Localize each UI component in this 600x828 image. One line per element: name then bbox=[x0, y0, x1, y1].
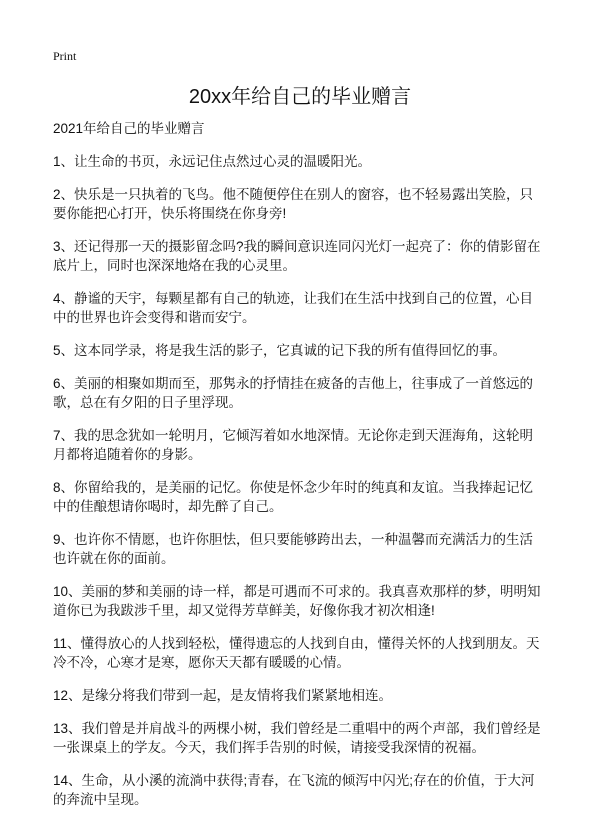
list-item-line: 歌，总在有夕阳的日子里浮现。 bbox=[53, 395, 242, 410]
list-item-line: 中的佳酿想请你喝时，却先醉了自己。 bbox=[53, 499, 283, 514]
list-item-line: 14、生命，从小溪的流淌中获得;青春，在飞流的倾泻中闪光;存在的价值，于大河 bbox=[53, 773, 535, 788]
list-item bbox=[53, 185, 553, 223]
list-item bbox=[53, 478, 553, 516]
list-item-line: 8、你留给我的，是美丽的记忆。你使是怀念少年时的纯真和友谊。当我捧起记忆 bbox=[53, 480, 534, 495]
print-link[interactable]: Print bbox=[53, 49, 77, 63]
list-item-line: 中的世界也许会变得和谐而安宁。 bbox=[53, 310, 256, 325]
list-item-line: 底片上，同时也深深地烙在我的心灵里。 bbox=[53, 258, 296, 273]
list-item-line: 11、懂得放心的人找到轻松，懂得遗忘的人找到自由，懂得关怀的人找到朋友。天 bbox=[53, 636, 540, 651]
list-item-line: 7、我的思念犹如一轮明月，它倾泻着如水地深情。无论你走到天涯海角，这轮明 bbox=[53, 428, 534, 443]
list-item-line: 4、静谧的天宇，每颗星都有自己的轨迹，让我们在生活中找到自己的位置，心目 bbox=[53, 291, 534, 306]
list-item bbox=[53, 341, 553, 360]
list-item-line: 的奔流中呈现。 bbox=[53, 792, 148, 807]
list-item-line: 一张课桌上的学友。今天，我们挥手告别的时候，请接受我深情的祝福。 bbox=[53, 740, 485, 755]
list-item bbox=[53, 686, 553, 705]
list-item bbox=[53, 582, 553, 620]
list-item-line: 10、美丽的梦和美丽的诗一样，都是可遇而不可求的。我真喜欢那样的梦，明明知 bbox=[53, 584, 541, 599]
document-body bbox=[53, 120, 553, 823]
list-item bbox=[53, 152, 553, 171]
page-title: 20xx年给自己的毕业赠言 bbox=[188, 86, 412, 108]
list-item-line: 13、我们曾是并肩战斗的两棵小树，我们曾经是二重唱中的两个声部，我们曾经是 bbox=[53, 721, 541, 736]
list-item bbox=[53, 374, 553, 412]
list-item-line: 5、这本同学录，将是我生活的影子，它真诚的记下我的所有值得回忆的事。 bbox=[53, 343, 507, 358]
list-item-line: 月都将追随着你的身影。 bbox=[53, 447, 202, 462]
list-item-line: 道你已为我跋涉千里，却又觉得芳草鲜美，好像你我才初次相逢! bbox=[53, 603, 435, 618]
list-item-line: 12、是缘分将我们带到一起，是友情将我们紧紧地相连。 bbox=[53, 688, 393, 703]
list-item-line: 也许就在你的面前。 bbox=[53, 551, 175, 566]
list-item bbox=[53, 237, 553, 275]
list-item bbox=[53, 426, 553, 464]
list-item bbox=[53, 289, 553, 327]
list-item-line: 要你能把心打开，快乐将围绕在你身旁! bbox=[53, 206, 287, 221]
list-item-line: 6、美丽的相聚如期而至，那隽永的抒情挂在疲备的吉他上，往事成了一首悠远的 bbox=[53, 376, 534, 391]
list-item bbox=[53, 634, 553, 672]
list-item-line: 9、也许你不情愿，也许你胆怯，但只要能够跨出去，一种温馨而充满活力的生活 bbox=[53, 532, 534, 547]
list-item bbox=[53, 530, 553, 568]
list-item bbox=[53, 719, 553, 757]
list-item-line: 2、快乐是一只执着的飞鸟。他不随便停住在别人的窗容，也不轻易露出笑脸，只 bbox=[53, 187, 534, 202]
list-item-line: 冷不冷，心寒才是寒，愿你天天都有暖暖的心情。 bbox=[53, 655, 350, 670]
list-item-line: 3、还记得那一天的摄影留念吗?我的瞬间意识连同闪光灯一起亮了：你的倩影留在 bbox=[53, 239, 541, 254]
list-item-line: 1、让生命的书页，永远记住点然过心灵的温暖阳光。 bbox=[53, 154, 372, 169]
document-subtitle: 2021年给自己的毕业赠言 bbox=[53, 121, 205, 136]
list-item bbox=[53, 771, 553, 809]
